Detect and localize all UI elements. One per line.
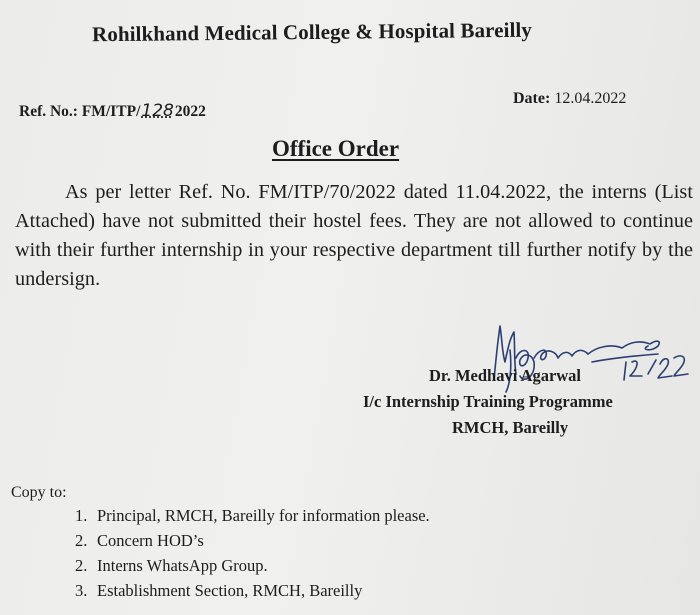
copy-to-list [75, 506, 430, 606]
order-body: As per letter Ref. No. FM/ITP/70/2022 dated 11.04.2022, the interns (List Attached) have not submitted their hostel fees. They are not allowed to continue with their further internship in your respective department till further notify by the undersign. [15, 181, 693, 290]
institution-name: Rohilkhand Medical College & Hospital Bareilly [91, 17, 533, 47]
date-line [513, 90, 626, 108]
list-item [75, 506, 430, 531]
signatory-name: Dr. Medhavi Agarwal [429, 366, 582, 385]
signatory-place: RMCH, Bareilly [452, 418, 569, 437]
copy-to-label: Copy to: [11, 484, 67, 501]
list-item-number: 3. [75, 581, 88, 600]
list-item [75, 581, 430, 606]
list-item [75, 556, 430, 581]
list-item-number: 1. [75, 506, 88, 525]
list-item-text: Interns WhatsApp Group. [97, 556, 268, 575]
list-item-number: 2. [75, 556, 88, 575]
page-title: Office Order [272, 136, 400, 161]
list-item-text: Principal, RMCH, Bareilly for information please. [97, 506, 430, 525]
ref-suffix: 2022 [174, 103, 206, 120]
date-value: 12.04.2022 [554, 90, 627, 107]
list-item [75, 531, 430, 556]
list-item-number: 2. [75, 531, 88, 550]
list-item-text: Establishment Section, RMCH, Bareilly [97, 581, 363, 600]
signatory-title: I/c Internship Training Programme [363, 392, 613, 411]
reference-number [19, 101, 206, 121]
ref-handwritten-number: 128 [141, 101, 174, 121]
date-label: Date: [513, 90, 551, 107]
list-item-text: Concern HOD’s [97, 531, 204, 550]
ref-prefix: Ref. No.: FM/ITP/ [19, 103, 141, 120]
